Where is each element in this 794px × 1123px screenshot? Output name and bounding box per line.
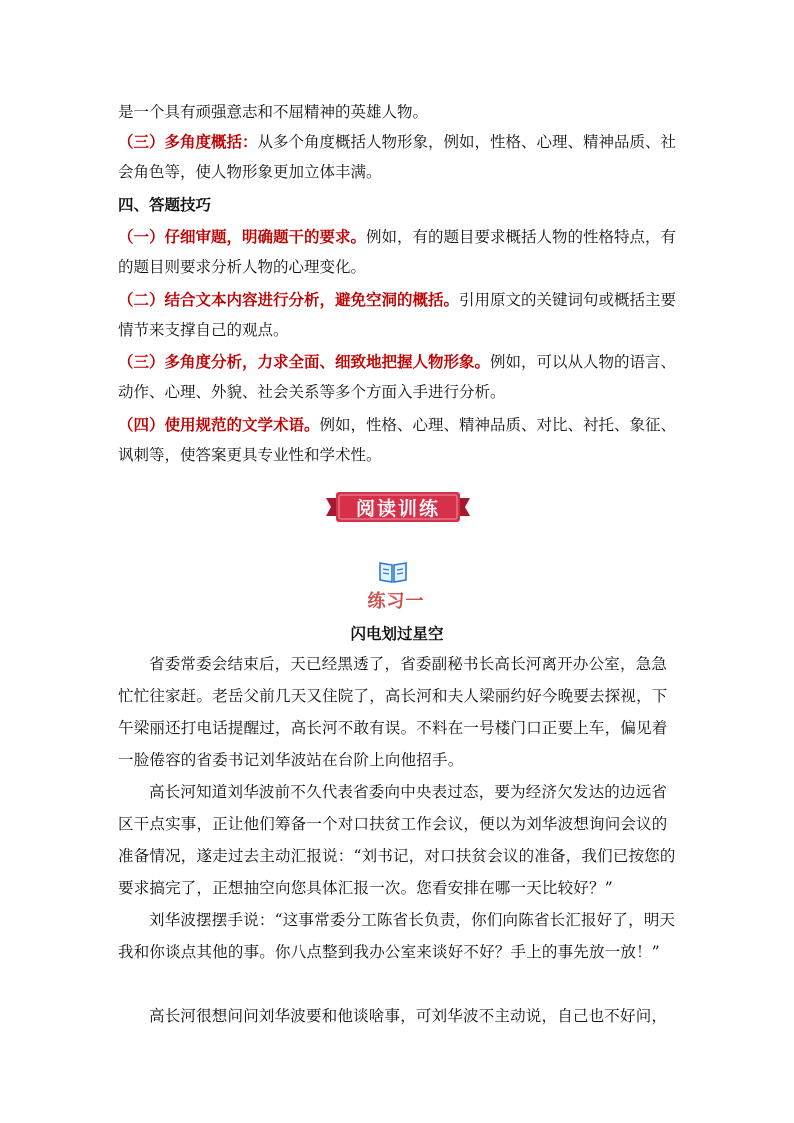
heading-answer-tips: 四、答题技巧 xyxy=(118,196,212,214)
tip-label: （四）使用规范的文学术语。 xyxy=(118,416,320,434)
tip-3 xyxy=(118,347,678,407)
continued-line: 是一个具有顽强意志和不屈精神的英雄人物。 xyxy=(118,103,429,121)
tip-text: 例如，性格、心理、精神品质、对比、衬托、象征、讽刺等，使答案更具专业性和学术性。 xyxy=(118,416,677,464)
story-title: 闪电划过星空 xyxy=(350,625,444,643)
story-paragraph-4: 高长河很想问问刘华波要和他谈啥事，可刘华波不主动说，自己也不好问， xyxy=(149,1007,668,1025)
tip-label: （三）多角度分析，力求全面、细致地把握人物形象。 xyxy=(118,353,491,371)
point-label: （三）多角度概括： xyxy=(118,133,258,151)
book-icon xyxy=(378,560,408,584)
tip-label: （一）仔细审题，明确题干的要求。 xyxy=(118,228,367,246)
tip-label: （二）结合文本内容进行分析，避免空洞的概括。 xyxy=(118,291,460,309)
point-text: 从多个角度概括人物形象，例如，性格、心理、精神品质、社会角色等，使人物形象更加立体丰满。 xyxy=(118,133,677,181)
tip-text: 例如，可以从人物的语言、动作、心理、外貌、社会关系等多个方面入手进行分析。 xyxy=(118,353,677,401)
tip-4 xyxy=(118,410,678,470)
point-multi-angle xyxy=(118,127,678,187)
tip-1 xyxy=(118,222,678,282)
exercise-label: 练习一 xyxy=(367,591,425,612)
story-paragraph-3: 刘华波摆摆手说：“这事常委分工陈省长负责，你们向陈省长汇报好了，明天我和你谈点其他的事。你八点整到我办公室来谈好不好？手上的事先放一放！” xyxy=(118,911,676,961)
story-paragraph-2: 高长河知道刘华波前不久代表省委向中央表过态，要为经济欠发达的边远省区干点实事，正让他们筹备一个对口扶贫工作会议，便以为刘华波想询问会议的准备情况，遂走过去主动汇报说：“刘书记，对口扶贫会议的准备，我们已按您的要求搞完了，正想抽空向您具体汇报一次。您看安排在哪一天比较好？” xyxy=(118,783,676,897)
tip-text: 引用原文的关键词句或概括主要情节来支撑自己的观点。 xyxy=(118,291,677,339)
reading-training-banner xyxy=(326,490,470,524)
tip-text: 例如，有的题目要求概括人物的性格特点，有的题目则要求分析人物的心理变化。 xyxy=(118,228,677,276)
banner-title: 阅读训练 xyxy=(355,497,440,520)
tip-2 xyxy=(118,285,678,345)
story-paragraph-1: 省委常委会结束后，天已经黑透了，省委副秘书长高长河离开办公室，急急忙忙往家赶。老岳父前几天又住院了，高长河和夫人梁丽约好今晚要去探视，下午梁丽还打电话提醒过，高长河不敢有误。不料在一号楼门口正要上车，偏见着一脸倦容的省委书记刘华波站在台阶上向他招手。 xyxy=(118,655,668,769)
